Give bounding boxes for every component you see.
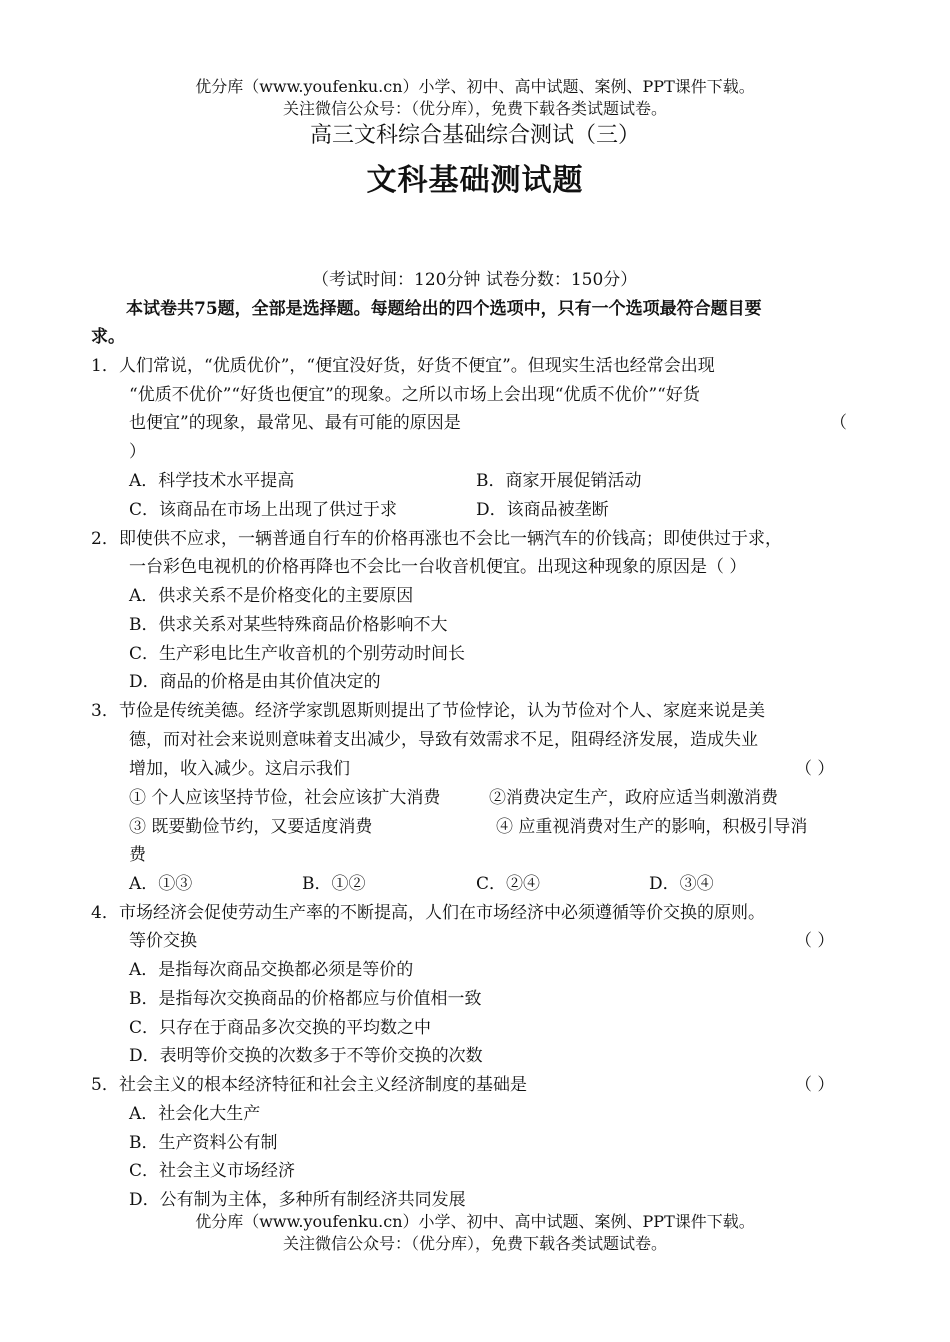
- option-a: A．是指每次商品交换都必须是等价的: [129, 960, 414, 980]
- question-number: 2．: [91, 529, 119, 549]
- question-number: 3．: [91, 701, 119, 721]
- option-a: A．社会化大生产: [129, 1104, 261, 1124]
- answer-paren-open: （: [830, 413, 847, 433]
- footer-line-2: 关注微信公众号：（优分库），免费下载各类试题试卷。: [282, 1234, 667, 1253]
- option-a: A．供求关系不是价格变化的主要原因: [129, 586, 414, 606]
- option-a: A．①③: [129, 874, 193, 894]
- question-text: 市场经济会促使劳动生产率的不断提高，人们在市场经济中必须遵循等价交换的原则。: [119, 903, 765, 923]
- question-text: 社会主义的根本经济特征和社会主义经济制度的基础是: [119, 1075, 527, 1095]
- option-c: C．②④: [476, 874, 541, 894]
- answer-paren-close: ）: [129, 442, 146, 462]
- question-number: 5．: [91, 1075, 119, 1095]
- answer-paren: （ ）: [795, 931, 835, 951]
- question-text: 一台彩色电视机的价格再降也不会比一台收音机便宜。出现这种现象的原因是（ ）: [129, 557, 747, 577]
- instructions-line-1: 本试卷共75题，全部是选择题。每题给出的四个选项中，只有一个选项最符合题目要: [126, 299, 762, 319]
- question-text: 增加，收入减少。这启示我们: [129, 759, 350, 779]
- option-c: C．社会主义市场经济: [129, 1161, 296, 1181]
- option-d: D．商品的价格是由其价值决定的: [129, 672, 381, 692]
- option-c: C．生产彩电比生产收音机的个别劳动时间长: [129, 644, 466, 664]
- header-line-2: 关注微信公众号：（优分库），免费下载各类试题试卷。: [282, 99, 667, 118]
- option-c: C．该商品在市场上出现了供过于求: [129, 500, 398, 520]
- footer-line-1: 优分库（www.youfenku.cn）小学、初中、高中试题、案例、PPT课件下载。: [195, 1212, 755, 1231]
- statement-2: ②消费决定生产，政府应适当刺激消费: [489, 788, 778, 808]
- option-b: B．供求关系对某些特殊商品价格影响不大: [129, 615, 448, 635]
- option-b: B．是指每次交换商品的价格都应与价值相一致: [129, 989, 482, 1009]
- statement-3: ③ 既要勤俭节约，又要适度消费: [129, 817, 373, 837]
- answer-paren: （ ）: [795, 759, 835, 779]
- question-number: 1．: [91, 356, 119, 376]
- question-text: 节俭是传统美德。经济学家凯恩斯则提出了节俭悖论，认为节俭对个人、家庭来说是美: [119, 701, 765, 721]
- statement-4: ④ 应重视消费对生产的影响，积极引导消: [496, 817, 808, 837]
- question-text: “优质不优价”“好货也便宜”的现象。之所以市场上会出现“优质不优价”“好货: [129, 385, 700, 405]
- exam-title: 文科基础测试题: [366, 163, 584, 198]
- exam-info: （考试时间：120分钟 试卷分数：150分）: [312, 270, 638, 290]
- question-text: 德，而对社会来说则意味着支出减少，导致有效需求不足，阻碍经济发展，造成失业: [129, 730, 758, 750]
- instructions-line-2: 求。: [91, 327, 125, 347]
- question-text: 人们常说，“优质优价”，“便宜没好货，好货不便宜”。但现实生活也经常会出现: [119, 356, 715, 376]
- exam-subtitle: 高三文科综合基础综合测试（三）: [309, 123, 640, 148]
- option-d: D．③④: [649, 874, 714, 894]
- option-d: D．该商品被垄断: [476, 500, 609, 520]
- question-text: 等价交换: [129, 931, 197, 951]
- answer-paren: （ ）: [795, 1075, 835, 1095]
- statement-1: ① 个人应该坚持节俭，社会应该扩大消费: [129, 788, 441, 808]
- statement-4-continued: 费: [129, 845, 146, 865]
- option-b: B．①②: [302, 874, 366, 894]
- option-d: D．公有制为主体，多种所有制经济共同发展: [129, 1190, 466, 1210]
- question-text: 即使供不应求，一辆普通自行车的价格再涨也不会比一辆汽车的价钱高；即使供过于求，: [119, 529, 782, 549]
- option-b: B．商家开展促销活动: [476, 471, 642, 491]
- question-number: 4．: [91, 903, 119, 923]
- option-d: D．表明等价交换的次数多于不等价交换的次数: [129, 1046, 483, 1066]
- option-b: B．生产资料公有制: [129, 1133, 278, 1153]
- header-line-1: 优分库（www.youfenku.cn）小学、初中、高中试题、案例、PPT课件下载。: [195, 77, 755, 96]
- option-c: C．只存在于商品多次交换的平均数之中: [129, 1018, 432, 1038]
- question-text: 也便宜”的现象，最常见、最有可能的原因是: [129, 413, 461, 433]
- option-a: A．科学技术水平提高: [129, 471, 295, 491]
